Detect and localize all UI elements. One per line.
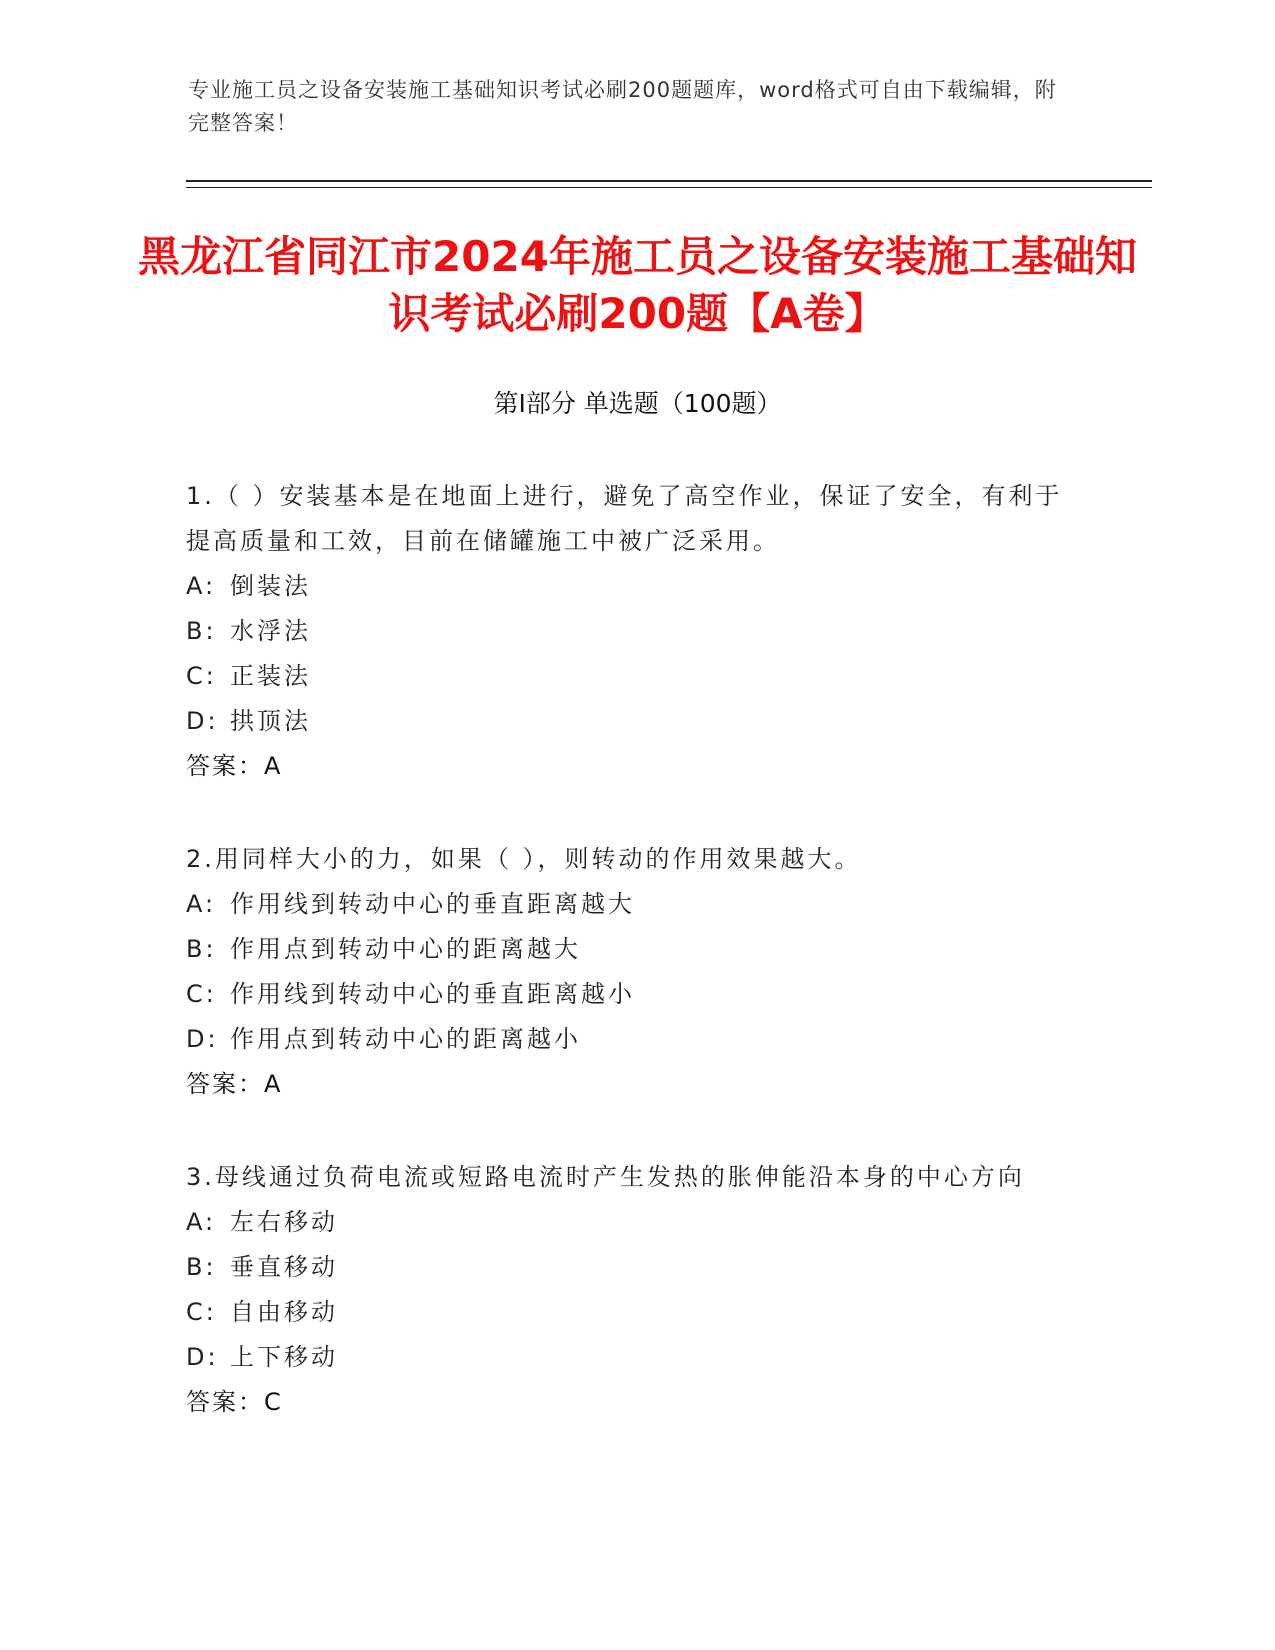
- answer-line: 答案：A: [186, 1070, 283, 1098]
- option-a: [186, 882, 1086, 927]
- option-letter: D:: [186, 707, 219, 735]
- question-3: [186, 1155, 1086, 1425]
- option-letter: A:: [186, 1208, 217, 1236]
- option-b: [186, 1245, 1086, 1290]
- option-c: [186, 654, 1086, 699]
- option-text: 作用点到转动中心的距离越小: [230, 1025, 581, 1053]
- option-letter: B:: [186, 1253, 217, 1281]
- question-stem: 3.母线通过负荷电流或短路电流时产生发热的胀伸能沿本身的中心方向: [186, 1163, 1025, 1191]
- option-text: 拱顶法: [230, 707, 311, 735]
- option-letter: D:: [186, 1025, 219, 1053]
- answer-line: 答案：A: [186, 752, 283, 780]
- option-letter: C:: [186, 662, 217, 690]
- question-stem: 2.用同样大小的力，如果（ ），则转动的作用效果越大。: [186, 845, 862, 873]
- option-text: 作用线到转动中心的垂直距离越大: [230, 890, 635, 918]
- option-d: [186, 699, 1086, 744]
- option-b: [186, 927, 1086, 972]
- header-note: 专业施工员之设备安装施工基础知识考试必刷200题题库，word格式可自由下载编辑，附完整答案！: [188, 78, 1057, 135]
- section-title: 第Ⅰ部分 单选题（100题）: [493, 389, 782, 418]
- option-text: 垂直移动: [230, 1253, 338, 1281]
- option-text: 倒装法: [230, 572, 311, 600]
- option-text: 正装法: [230, 662, 311, 690]
- option-b: [186, 609, 1086, 654]
- header-divider-thin: [186, 187, 1152, 188]
- option-text: 上下移动: [230, 1343, 338, 1371]
- option-letter: C:: [186, 1298, 217, 1326]
- question-1: [186, 474, 1086, 789]
- header-divider-thick: [186, 180, 1152, 182]
- option-text: 左右移动: [230, 1208, 338, 1236]
- option-letter: C:: [186, 980, 217, 1008]
- option-c: [186, 972, 1086, 1017]
- question-2: [186, 837, 1086, 1107]
- option-d: [186, 1017, 1086, 1062]
- question-list: [186, 474, 1086, 1473]
- option-text: 自由移动: [230, 1298, 338, 1326]
- option-text: 作用点到转动中心的距离越大: [230, 935, 581, 963]
- option-letter: D:: [186, 1343, 219, 1371]
- option-c: [186, 1290, 1086, 1335]
- option-a: [186, 1200, 1086, 1245]
- option-letter: B:: [186, 617, 217, 645]
- option-letter: B:: [186, 935, 217, 963]
- document-title: 黑龙江省同江市2024年施工员之设备安装施工基础知识考试必刷200题【A卷】: [138, 232, 1137, 338]
- option-text: 水浮法: [230, 617, 311, 645]
- option-text: 作用线到转动中心的垂直距离越小: [230, 980, 635, 1008]
- option-letter: A:: [186, 572, 217, 600]
- answer-line: 答案：C: [186, 1388, 283, 1416]
- question-stem: 1.（ ）安装基本是在地面上进行，避免了高空作业，保证了安全，有利于提高质量和工效，目前在储罐施工中被广泛采用。: [186, 482, 1063, 555]
- option-d: [186, 1335, 1086, 1380]
- option-a: [186, 564, 1086, 609]
- option-letter: A:: [186, 890, 217, 918]
